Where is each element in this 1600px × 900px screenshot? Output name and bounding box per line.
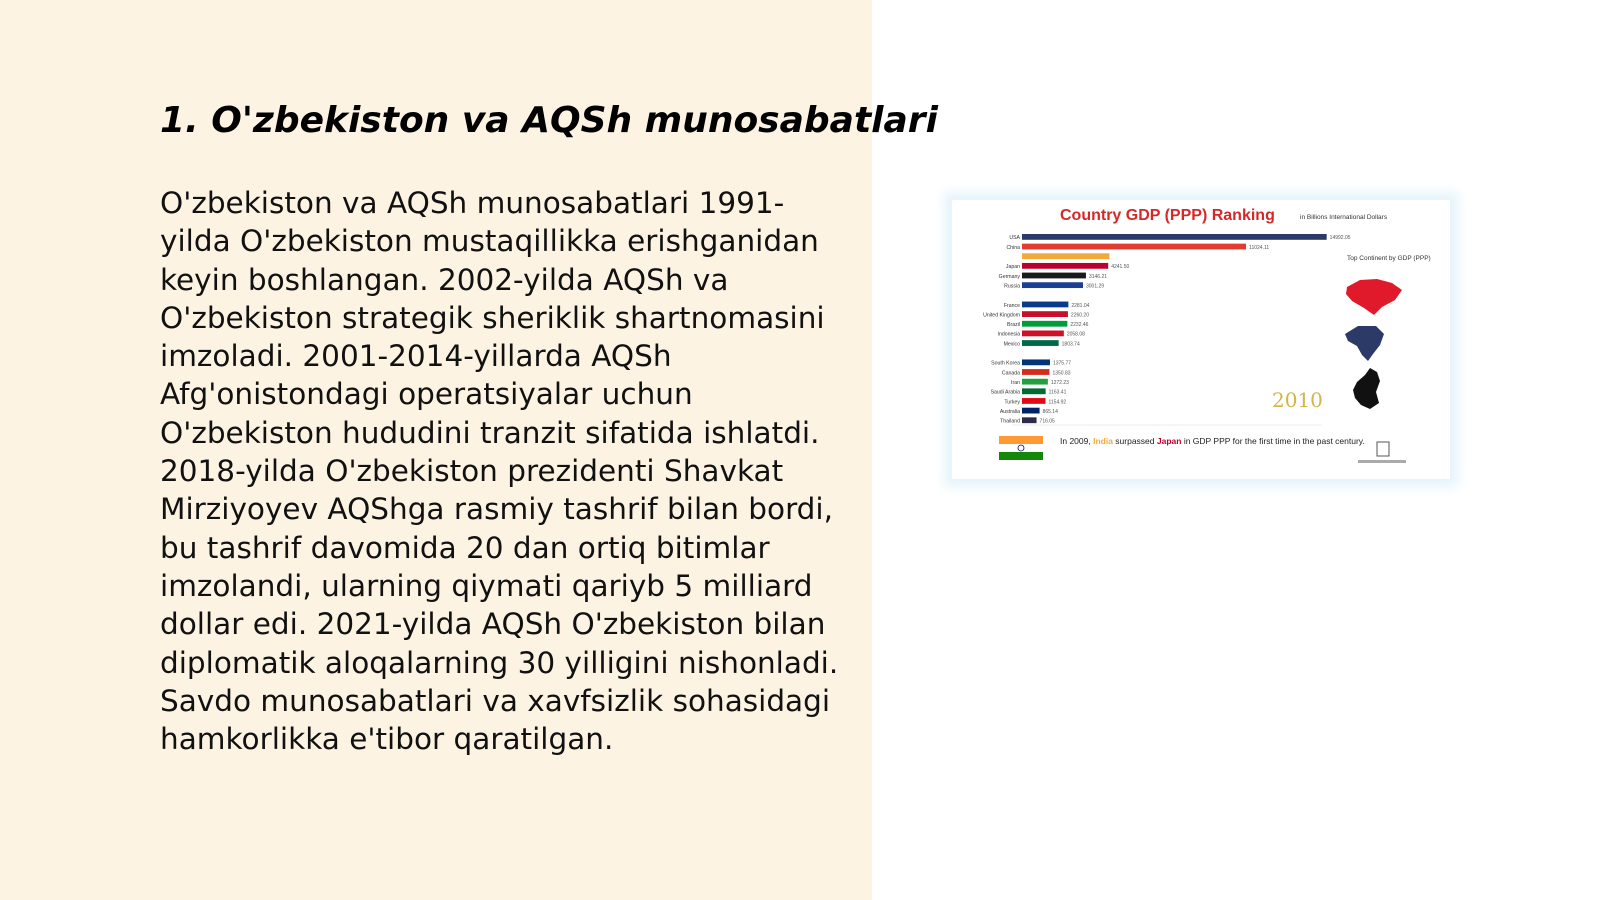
- value-label: 1163.41: [1048, 389, 1067, 396]
- category-label: USA: [1009, 235, 1020, 242]
- value-label: 3146.21: [1088, 273, 1108, 280]
- bar-mexico: [1022, 340, 1059, 346]
- bar-france: [1022, 302, 1068, 308]
- category-label: Turkey: [1004, 399, 1020, 406]
- value-label: 4241.50: [1111, 264, 1130, 271]
- value-label: 3001.29: [1085, 283, 1105, 290]
- bar-turkey: [1022, 398, 1045, 404]
- category-label: Canada: [1001, 370, 1020, 377]
- chart-caption: In 2009, India surpassed Japan in GDP PPP for the first time in the past century.: [1060, 436, 1365, 446]
- bar-japan: [1022, 263, 1108, 269]
- value-label: 2260.20: [1070, 312, 1090, 319]
- category-label: South Korea: [991, 360, 1020, 367]
- bar-china: [1022, 244, 1246, 250]
- bar-south-korea: [1022, 359, 1050, 365]
- chart-year: 2010: [1272, 388, 1323, 412]
- bar-iran: [1022, 379, 1048, 385]
- bar-germany: [1022, 273, 1086, 279]
- gdp-ranking-chart-image: [952, 200, 1450, 479]
- slide-body-text: O'zbekiston va AQSh munosabatlari 1991-yilda O'zbekiston mustaqillikka erishganidan keyin boshlangan. 2002-yilda AQSh va O'zbekiston strategik sheriklik shartnomasini imzoladi. 2001-2014-yillarda AQSh Afg'onistondagi operatsiyalar uchun O'zbekiston hududini tranzit sifatida ishlatdi. 2018-yilda O'zbekiston prezidenti Shavkat Mirziyoyev AQShga rasmiy tashrif bilan bordi, bu tashrif davomida 20 dan ortiq bitimlar imzolandi, ularning qiymati qariyb 5 milliard dollar edi. 2021-yilda AQSh O'zbekiston bilan diplomatik aloqalarning 30 yilligini nishonladi. Savdo munosabatlari va xavfsizlik sohasidagi hamkorlikka e'tibor qaratilgan.: [160, 186, 839, 757]
- bar-indonesia: [1022, 331, 1064, 337]
- value-label: 11024.11: [1249, 244, 1270, 251]
- watermark-logo-icon: [1358, 442, 1406, 463]
- bar-brazil: [1022, 321, 1067, 327]
- side-label: Top Continent by GDP (PPP): [1347, 255, 1431, 262]
- value-label: 865.14: [1042, 408, 1058, 415]
- category-label: Russia: [1004, 283, 1020, 290]
- bar-united-kingdom: [1022, 311, 1068, 317]
- category-label: Mexico: [1003, 341, 1020, 348]
- bar-canada: [1022, 369, 1049, 375]
- value-label: 716.05: [1039, 418, 1055, 425]
- value-label: 1154.92: [1048, 399, 1067, 406]
- category-label: China: [1006, 244, 1020, 251]
- value-label: 1350.83: [1052, 370, 1071, 377]
- india-flag-icon: [999, 436, 1043, 460]
- category-label: Saudi Arabia: [990, 389, 1020, 396]
- slide-title: 1. O'zbekiston va AQSh munosabatlari: [160, 100, 938, 141]
- value-label: 2058.08: [1066, 331, 1085, 338]
- bar-russia: [1022, 282, 1083, 288]
- value-label: 14992.05: [1329, 235, 1351, 242]
- gdp-chart-svg: [952, 200, 1450, 479]
- category-label: Germany: [998, 273, 1020, 280]
- asia-map-icon: [1346, 279, 1402, 315]
- category-label: Australia: [999, 408, 1020, 415]
- chart-subtitle: in Billions International Dollars: [1300, 214, 1388, 221]
- category-label: Japan: [1005, 264, 1020, 271]
- category-label: United Kingdom: [983, 312, 1020, 319]
- bar-thailand: [1022, 417, 1037, 423]
- value-label: 1272.23: [1050, 379, 1069, 386]
- category-label: Thailand: [1000, 418, 1020, 425]
- bar-unlabeled-2: [1022, 253, 1109, 259]
- europe-map-icon: [1353, 368, 1380, 409]
- category-label: Brazil: [1007, 322, 1020, 329]
- category-label: Indonesia: [997, 331, 1020, 338]
- value-label: 1803.74: [1061, 341, 1080, 348]
- value-label: 2232.46: [1070, 322, 1089, 329]
- category-label: France: [1003, 302, 1020, 309]
- bar-usa: [1022, 234, 1327, 240]
- bar-australia: [1022, 408, 1040, 414]
- value-label: 2281.04: [1071, 302, 1090, 309]
- bar-saudi-arabia: [1022, 388, 1046, 394]
- chart-title: Country GDP (PPP) Ranking: [1060, 207, 1275, 224]
- north-america-map-icon: [1345, 326, 1384, 361]
- value-label: 1375.77: [1052, 360, 1072, 367]
- category-label: Iran: [1011, 379, 1020, 386]
